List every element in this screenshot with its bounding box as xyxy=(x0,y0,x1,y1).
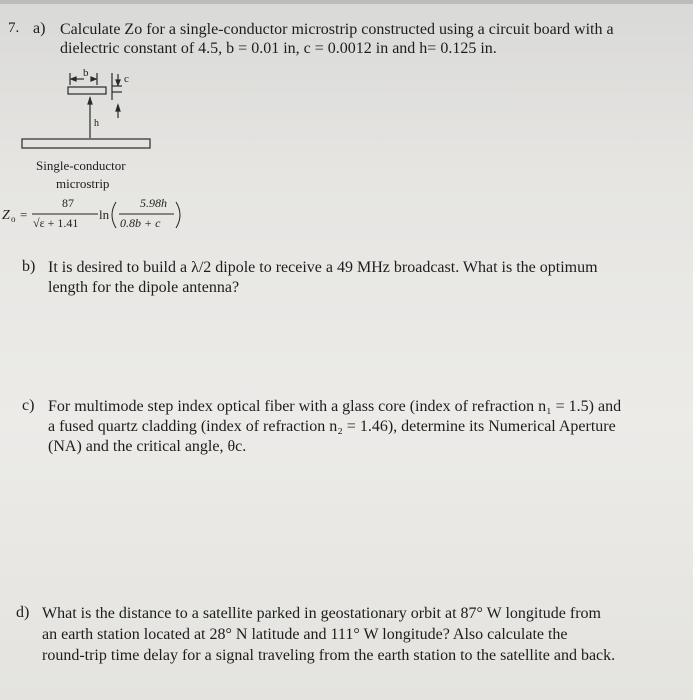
part-c-line-2: a fused quartz cladding (index of refraction n₂ = 1.46), determine its Numerical Aperture xyxy=(48,418,616,435)
part-b-letter: b) xyxy=(22,258,36,275)
formula-equals: = xyxy=(20,207,28,222)
label-h: h xyxy=(94,118,99,129)
label-b: b xyxy=(83,67,89,79)
part-a-letter: a) xyxy=(33,20,46,37)
question-number: 7. xyxy=(8,20,20,36)
part-b-line-1: It is desired to build a λ/2 dipole to receive a 49 MHz broadcast. What is the optimum xyxy=(48,259,598,276)
part-d-letter: d) xyxy=(16,604,30,621)
formula-coef-numerator: 87 xyxy=(62,196,74,210)
part-c-line-3: (NA) and the critical angle, θc. xyxy=(48,438,247,455)
label-c: c xyxy=(124,73,129,85)
microstrip-formula xyxy=(0,194,220,244)
page-top-edge xyxy=(0,0,693,4)
part-c-line-1: For multimode step index optical fiber with a glass core (index of refraction n₁ = 1.5) and xyxy=(48,398,622,415)
formula-arg-denominator: 0.8b + c xyxy=(120,216,161,230)
part-d-line-1: What is the distance to a satellite parked in geostationary orbit at 87° W longitude from xyxy=(42,605,601,622)
formula-ln: ln xyxy=(99,207,110,222)
part-c-letter: c) xyxy=(22,397,35,414)
diagram-caption-line-1: Single-conductor xyxy=(36,158,126,173)
part-b-line-2: length for the dipole antenna? xyxy=(48,279,240,296)
part-d-line-3: round-trip time delay for a signal traveling from the earth station to the satellite and back. xyxy=(42,647,616,664)
part-a-line-1: Calculate Zo for a single-conductor microstrip constructed using a circuit board with a xyxy=(60,21,614,38)
formula-arg-numerator: 5.98h xyxy=(140,196,167,210)
formula-coef-denominator: √ε + 1.41 xyxy=(33,216,79,230)
formula-lhs-subscript: o xyxy=(11,214,16,224)
formula-lhs: Z xyxy=(2,208,10,223)
part-d-line-2: an earth station located at 28° N latitude and 111° W longitude? Also calculate the xyxy=(42,626,568,643)
part-a-line-2: dielectric constant of 4.5, b = 0.01 in, c = 0.0012 in and h= 0.125 in. xyxy=(60,40,497,57)
diagram-caption-line-2: microstrip xyxy=(56,176,110,191)
